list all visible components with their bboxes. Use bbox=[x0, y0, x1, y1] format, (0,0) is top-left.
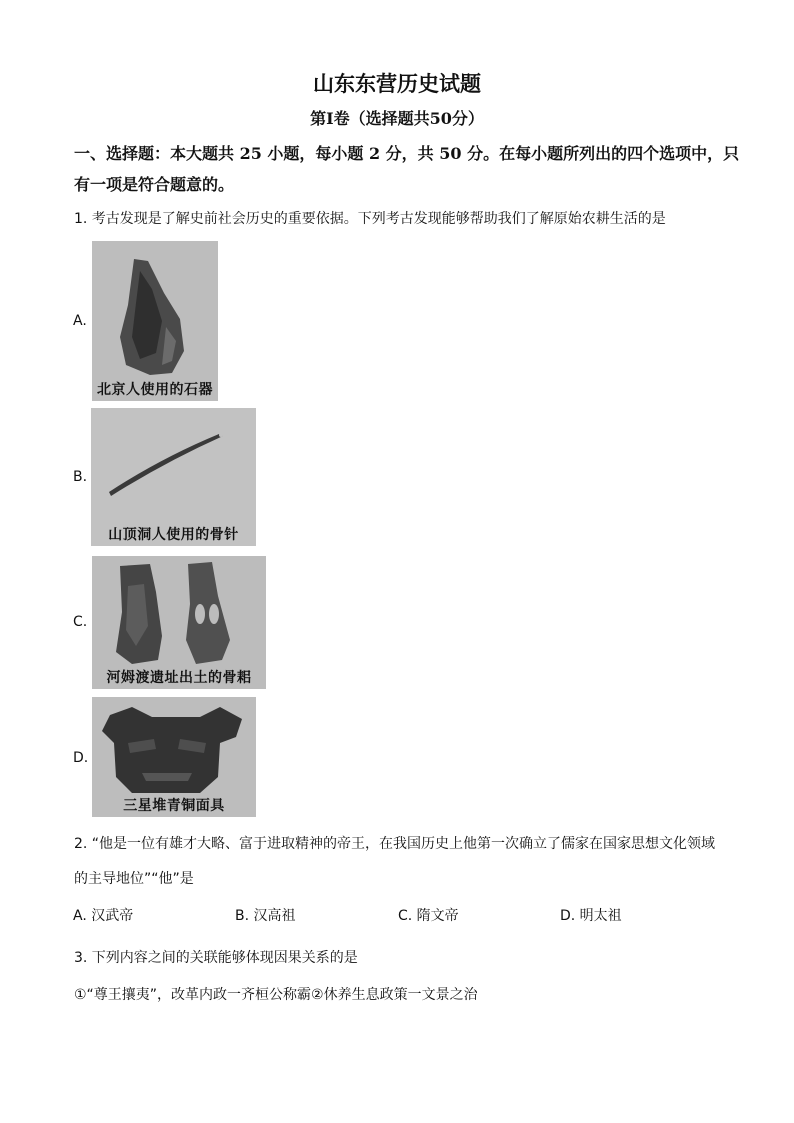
option-d-image[interactable] bbox=[92, 697, 256, 817]
question-3-stem: 3. 下列内容之间的关联能够体现因果关系的是 bbox=[74, 950, 358, 966]
stone-tool-icon bbox=[92, 241, 218, 401]
q2-choice-c[interactable]: C. 隋文帝 bbox=[398, 908, 459, 924]
q2-choice-d[interactable]: D. 明太祖 bbox=[560, 908, 622, 924]
option-a-label[interactable]: A. bbox=[73, 313, 87, 329]
option-c-label[interactable]: C. bbox=[73, 614, 88, 630]
option-a-caption: 北京人使用的石器 bbox=[97, 382, 213, 398]
q2-choice-b[interactable]: B. 汉高祖 bbox=[235, 908, 296, 924]
question-3-item-line: ①“尊王攘夷”，改革内政一齐桓公称霸②休养生息政策一文景之治 bbox=[74, 987, 478, 1003]
question-2-line-1: 2. “他是一位有雄才大略、富于进取精神的帝王，在我国历史上他第一次确立了儒家在国家思想文化领域 bbox=[74, 836, 716, 852]
page-title: 山东东营历史试题 bbox=[313, 71, 481, 96]
option-b-label[interactable]: B. bbox=[73, 469, 88, 485]
instructions-line-2: 有一项是符合题意的。 bbox=[74, 175, 235, 194]
q2-choice-a[interactable]: A. 汉武帝 bbox=[73, 908, 134, 924]
question-1-stem: 1. 考古发现是了解史前社会历史的重要依据。下列考古发现能够帮助我们了解原始农耕生活的是 bbox=[74, 211, 666, 227]
option-b-image[interactable] bbox=[91, 408, 256, 546]
option-c-image[interactable] bbox=[92, 556, 266, 689]
instructions-line-1: 一、选择题：本大题共 25 小题，每小题 2 分，共 50 分。在每小题所列出的四个选项中，只 bbox=[74, 144, 740, 163]
section-subtitle: 第Ⅰ卷（选择题共50分） bbox=[310, 109, 484, 128]
question-2-line-2: 的主导地位”“他”是 bbox=[74, 871, 194, 887]
option-d-caption: 三星堆青铜面具 bbox=[123, 798, 225, 814]
option-d-label[interactable]: D. bbox=[73, 750, 89, 766]
option-a-image[interactable] bbox=[92, 241, 218, 401]
option-c-caption: 河姆渡遗址出土的骨耜 bbox=[106, 670, 252, 686]
option-b-caption: 山顶洞人使用的骨针 bbox=[108, 527, 239, 543]
